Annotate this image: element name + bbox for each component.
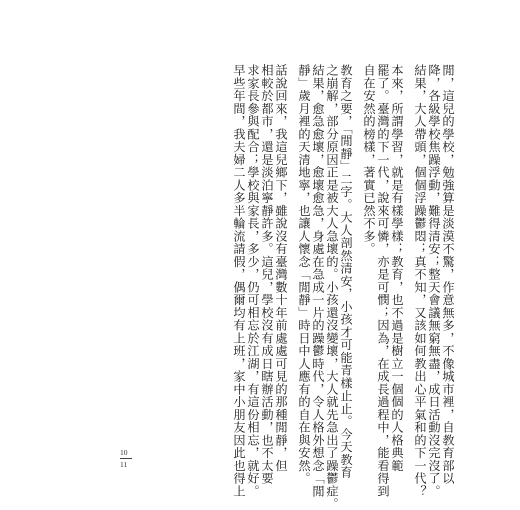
vertical-text-block bbox=[135, 64, 455, 510]
text-column: 教育之要，「閒靜」二字。大人剖然清安，小孩才可能青樣止止。今天教育 bbox=[339, 64, 353, 479]
text-column: 降，各級學校焦躁浮動，難得清安；整天會議無窮無盡，成日活動沒完沒了。 bbox=[427, 64, 441, 498]
text-column: 之崩解，部分原因正是被大人急壞的。小孩還沒變壞，大人就先急出了躁鬱症。 bbox=[325, 64, 339, 510]
page-number-left: 10 bbox=[120, 448, 128, 457]
page-number-divider bbox=[120, 458, 132, 459]
text-column: 話說回來，我這兒鄉下，雖說沒有臺灣數十年前處處可見的那種閒靜，但 bbox=[274, 64, 288, 472]
text-column: 閒，這兒的學校，勉強算是淡漠不驚，作意無多，不像城市裡，自教育部以 bbox=[441, 64, 455, 485]
text-column: 靜」歲月裡的天清地寧，也讓人懷念「閒靜」時日中人應有的自在與安然。 bbox=[297, 64, 311, 485]
text-column: 本來，所謂學習，就是有樣學樣；教育，也不過是樹立一個個的人格典範 bbox=[390, 64, 404, 472]
text-column: 自在安然的榜樣，著實已然不多。 bbox=[362, 64, 376, 256]
page-numbers bbox=[120, 448, 138, 469]
text-column: 結果，愈急愈壞，愈壞愈急，身處在急成一片的躁鬱時代，令人格外想念「閒 bbox=[311, 64, 325, 498]
text-column: 相較於都市，還是淡泊寧靜許多。這兒，學校沒有成日瞎辦活動，也不太要 bbox=[260, 64, 274, 485]
text-column: 結果，大人帶頭，個個浮躁鬱悶；真不知，又該如何教出心平氣和的下一代？ bbox=[413, 64, 427, 498]
page-number-right: 11 bbox=[120, 460, 128, 469]
text-column: 早些年間，我夫婦二人多半輪流請假，偶爾均有上班，家中小朋友因此也得上 bbox=[232, 64, 246, 498]
text-column: 罷了。臺灣的下一代，說來可憐，亦是可憫；因為，在成長過程中，能看得到 bbox=[376, 64, 390, 498]
text-column: 求家長參與配合；學校與家長，多少，仍可相忘於江湖，有這份相忘，就好。 bbox=[246, 64, 260, 498]
